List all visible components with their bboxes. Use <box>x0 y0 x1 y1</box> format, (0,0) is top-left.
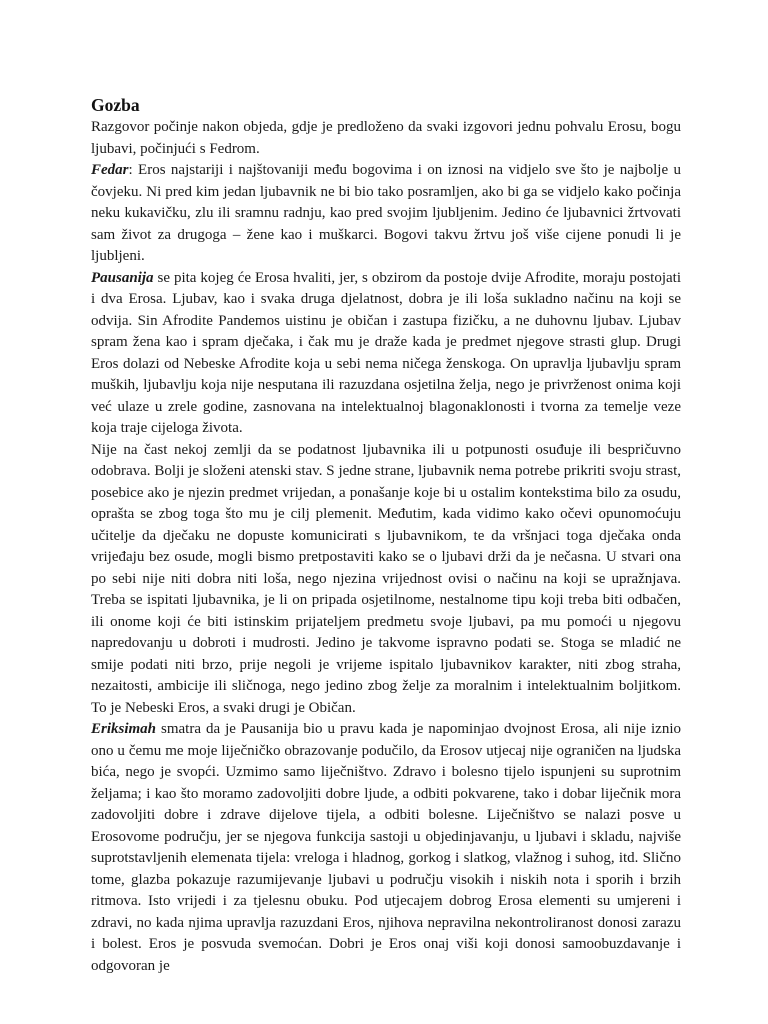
speaker-suffix: : <box>128 162 133 178</box>
speaker-name: Eriksimah <box>91 721 157 737</box>
paragraph-text: se pita kojeg će Erosa hvaliti, jer, s obzirom da postoje dvije Afrodite, moraju postojati i dva Erosa. Ljubav, kao i svaka druga djelatnost, dobra je ili loša sukladno načinu na koji se odvija. Sin Afrodite Pandemos uistinu je običan i zastupa fizičku, a ne duhovnu ljubav. Ljubav spram žena kao i spram dječaka, i čak mu je draže kada je predmet njegove strasti glup. Drugi Eros dolazi od Nebeske Afrodite koja u sebi nema ničega ženskoga. On upravlja ljubavlju spram muških, ljubavlju koja nije nesputana ili razuzdana osjetilna želja, nego je privrženost onima koji već ulaze u zrele godine, zasnovana na intelektualnoj blagonaklonosti i tvorna za temelje veze koja traje cijeloga života. <box>91 269 681 436</box>
document-title: Gozba <box>91 95 140 115</box>
paragraph-text: smatra da je Pausanija bio u pravu kada je napominjao dvojnost Erosa, ali nije iznio ono u čemu me moje liječničko obrazovanje podučilo, da Erosov utjecaj nije ograničen na ljudska bića, nego je svopći. Uzmimo samo liječništvo. Zdravo i bolesno tijelo ispunjeni su suprotnim željama; i kao što moramo zadovoljiti dobre ljude, a odbiti pokvarene, tako i dobar liječnik mora zadovoljiti dobre i zdrave dijelove tijela, a odbiti bolesne. Liječništvo se nalazi posve u Erosovome području, jer se njegova funkcija sastoji u objedinjavanju, u ljubavi i skladu, najviše suprotstavljenih elemenata tijela: vreloga i hladnog, gorkog i slatkog, vlažnog i suhog, itd. Slično tome, glazba pokazuje razumijevanje ljubavi u području visokih i niskih nota i sporih i brzih ritmova. Isto vrijedi i za tjelesnu obuku. Pod utjecajem dobrog Erosa elementi su umjereni i zdravi, no kada njima upravlja razuzdani Eros, njihova nepravilna nekontroliranost donosi zarazu i bolest. Eros je posvuda svemoćan. Dobri je Eros onaj viši koji donosi samoobuzdavanje i odgovoran je <box>91 721 681 974</box>
paragraph-fedar <box>91 160 681 268</box>
speaker-name: Pausanija <box>91 269 154 286</box>
paragraph-text: Eros najstariji i najštovaniji među bogovima i on iznosi na vidjelo sve što je najbolje u čovjeku. Ni pred kim jedan ljubavnik ne bi bio tako posramljen, ako bi ga se vidjelo kako počinja neku kukavičku, zlu ili sramnu radnju, kao pred svojim ljubljenim. Jedino će ljubavnici žrtvovati sam život za drugoga – žene kao i muškarci. Bogovi takvu žrtvu još više cijene ponudi li je ljubljeni. <box>91 162 681 264</box>
paragraph-pausanija-continued <box>91 440 681 720</box>
paragraph-eriksimah <box>91 719 681 977</box>
paragraph-text: Razgovor počinje nakon objeda, gdje je predloženo da svaki izgovori jednu pohvalu Erosu, bogu ljubavi, počinjući s Fedrom. <box>91 119 681 157</box>
paragraph-text: Nije na čast nekoj zemlji da se podatnost ljubavnika ili u potpunosti osuđuje ili bespričuvno odobrava. Bolji je složeni atenski stav. S jedne strane, ljubavnik nema potrebe prikriti svoju strast, posebice ako je njezin predmet vrijedan, a ponašanje koje bi u ostalim kontekstima bilo za osudu, oprašta se zbog toga što mu je cilj plemenit. Međutim, kada vidimo kako očevi opunomoćuju učitelje da dječaku ne dopuste komunicirati s ljubavnikom, te da vršnjaci toga dječaka onda vrijeđaju bez osude, mogli bismo pretpostaviti kako se o ljubavi drži da je nečasna. U stvari ona po sebi nije niti dobra niti loša, nego njezina vrijednost ovisi o načinu na koji se upražnjava. Treba se ispitati ljubavnika, je li on pripada osjetilnome, nestalnome tipu koji treba biti odbačen, ili onome koji će biti istinskim prijateljem predmetu svoje ljubavi, pa mu pomoći u njegovu napredovanju u dobroti i mudrosti. Jedino je takvome ispravno podati se. Stoga se mladić ne smije podati niti brzo, prije negoli je vrijeme ispitalo ljubavnikov karakter, niti zbog straha, nezaitosti, ambicije ili sličnoga, nego jedino zbog želje za moralnim i intelektualnim boljitkom. To je Nebeski Eros, a svaki drugi je Običan. <box>91 441 681 716</box>
paragraph-pausanija <box>91 268 681 440</box>
paragraph-intro <box>91 117 681 160</box>
speaker-name: Fedar <box>91 162 129 178</box>
document-body <box>91 94 681 977</box>
